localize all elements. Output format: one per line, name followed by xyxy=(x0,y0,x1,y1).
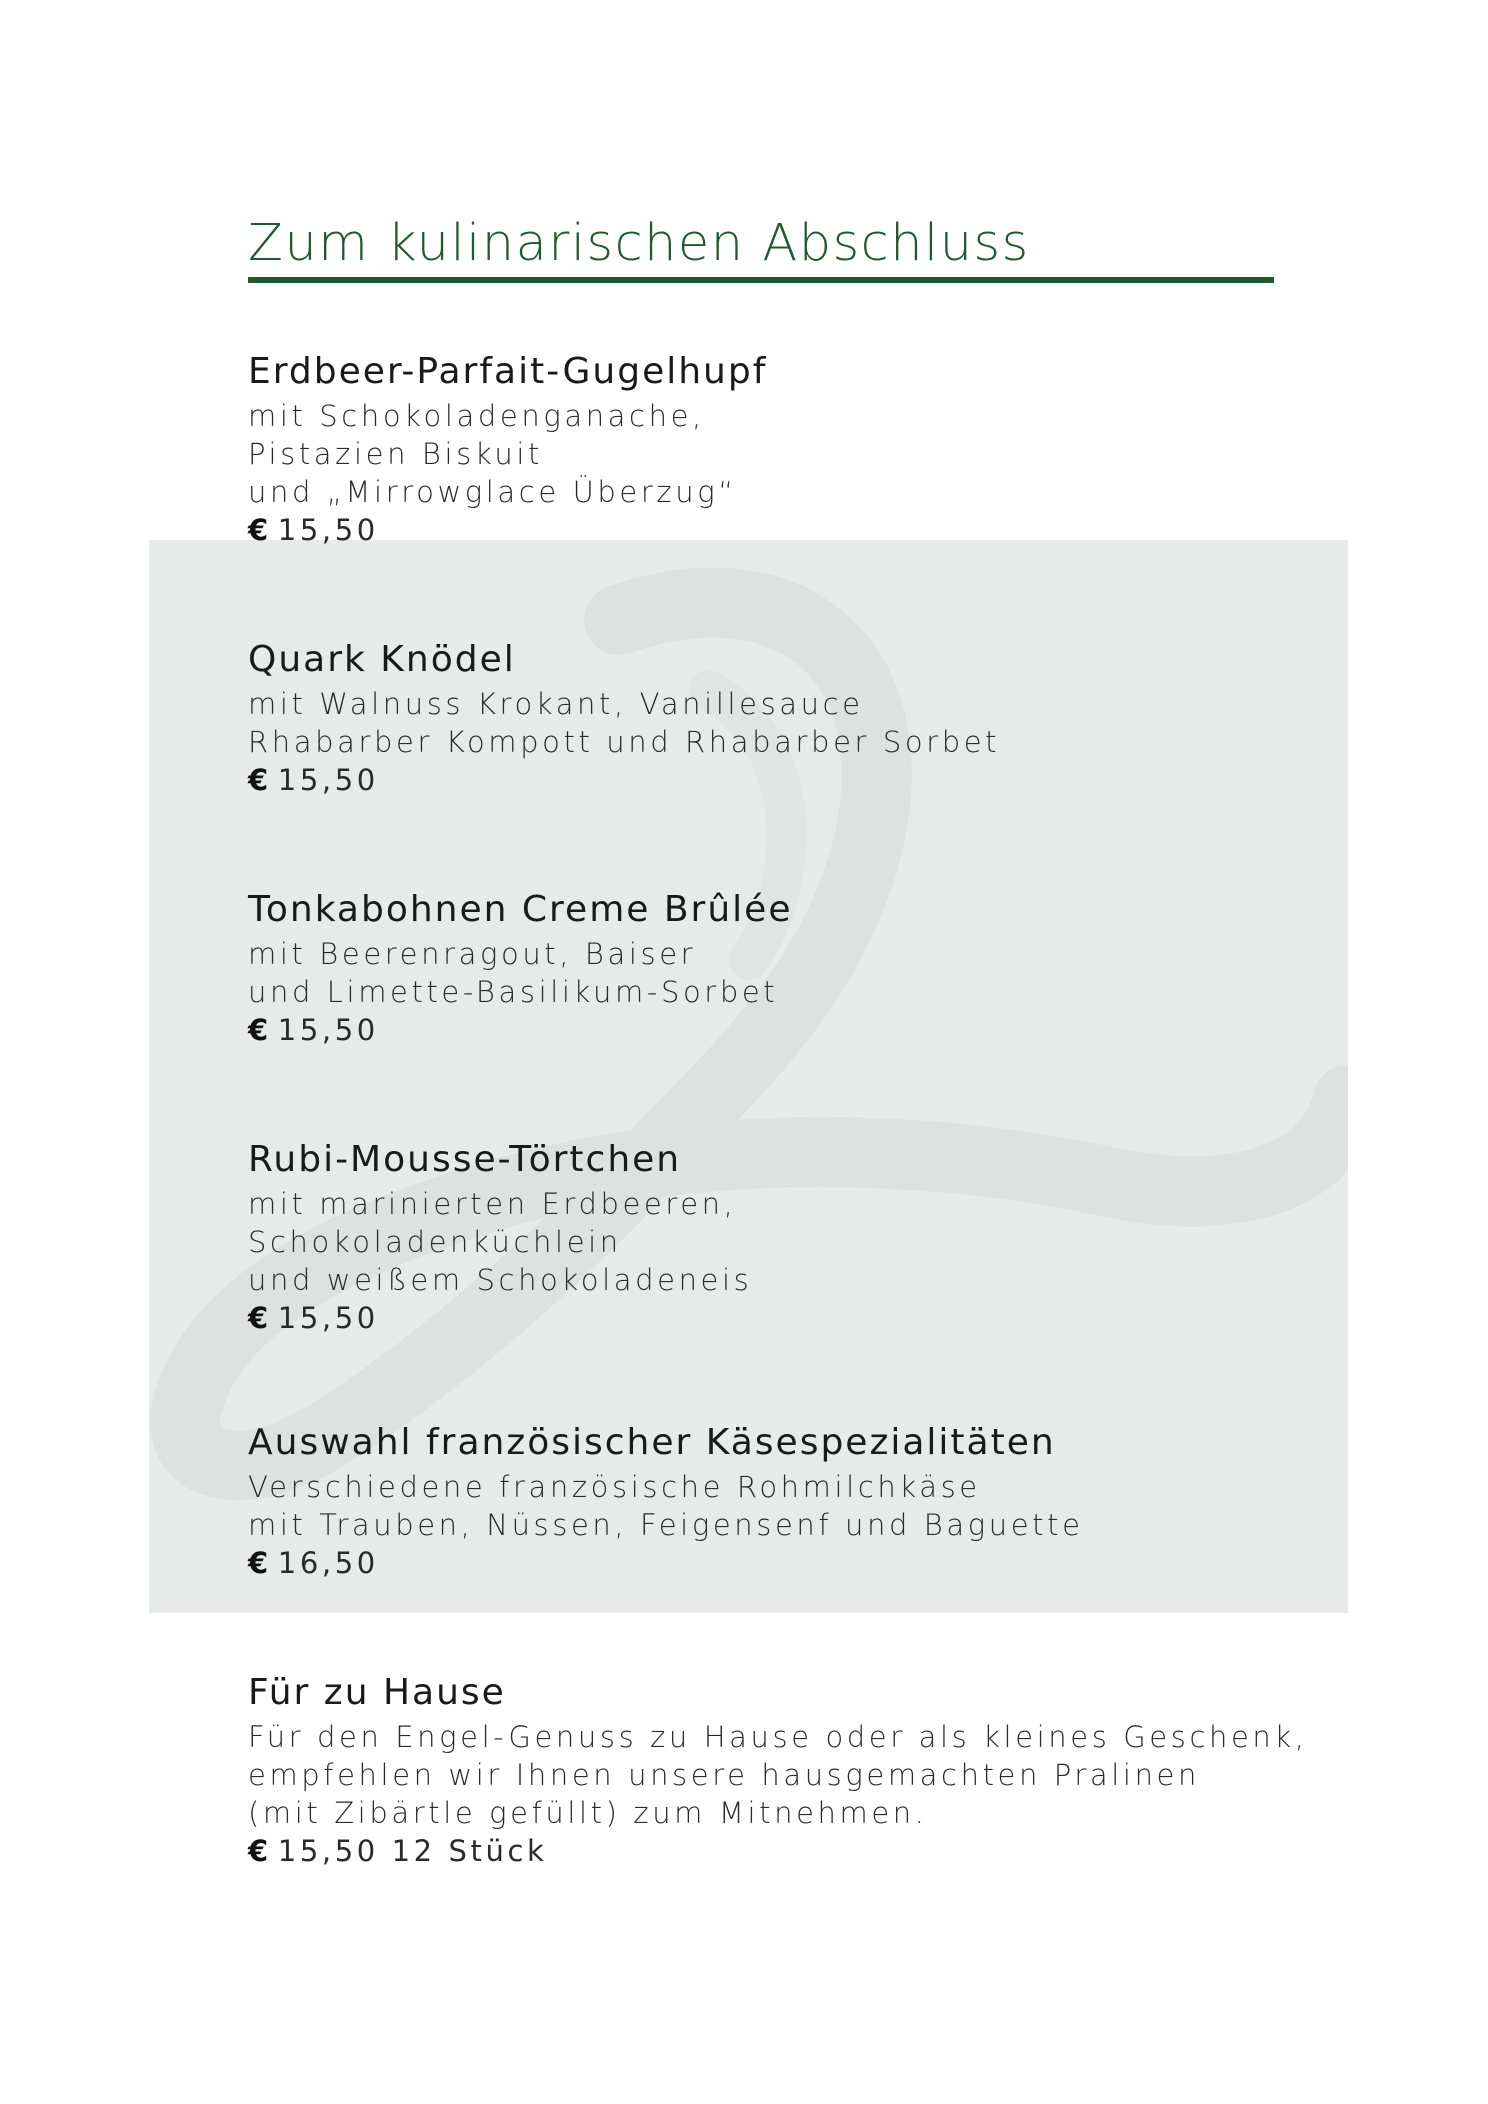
item-name: Tonkabohnen Creme Brûlée xyxy=(248,889,793,930)
item-description-line: (mit Zibärtle gefüllt) zum Mitnehmen. xyxy=(248,1796,928,1830)
item-name: Erdbeer-Parfait-Gugelhupf xyxy=(248,351,768,392)
item-name: Quark Knödel xyxy=(248,639,516,680)
page-title: Zum kulinarischen Abschluss xyxy=(248,214,1030,273)
menu-item xyxy=(248,1668,1308,1870)
item-description-line: Rhabarber Kompott und Rhabarber Sorbet xyxy=(248,725,1001,759)
item-description-line: und weißem Schokoladeneis xyxy=(248,1263,753,1297)
menu-item xyxy=(248,1418,1084,1582)
currency-symbol: € xyxy=(248,1546,272,1580)
item-description-line: und „Mirrowglace Überzug“ xyxy=(248,475,737,509)
item-description-line: mit Schokoladenganache, xyxy=(248,399,705,433)
item-name: Für zu Hause xyxy=(248,1672,506,1713)
item-description-line: empfehlen wir Ihnen unsere hausgemachten Pralinen xyxy=(248,1758,1200,1792)
item-description-line: mit marinierten Erdbeeren, xyxy=(248,1187,737,1221)
menu-item xyxy=(248,1135,752,1337)
currency-symbol: € xyxy=(248,763,272,797)
price-value: 15,50 xyxy=(277,513,379,547)
price-value: 16,50 xyxy=(277,1546,379,1580)
currency-symbol: € xyxy=(248,1301,272,1335)
item-description-line: mit Beerenragout, Baiser xyxy=(248,937,697,971)
price-value: 15,50 12 Stück xyxy=(277,1834,548,1868)
item-price xyxy=(248,1299,752,1337)
item-price xyxy=(248,1544,1084,1582)
item-price xyxy=(248,511,767,549)
item-description-line: Pistazien Biskuit xyxy=(248,437,543,471)
price-value: 15,50 xyxy=(277,763,379,797)
item-price xyxy=(248,1011,792,1049)
currency-symbol: € xyxy=(248,1834,272,1868)
item-description-line: Schokoladenküchlein xyxy=(248,1225,622,1259)
item-name: Auswahl französischer Käsespezialitäten xyxy=(248,1422,1056,1463)
price-value: 15,50 xyxy=(277,1301,379,1335)
menu-item xyxy=(248,885,792,1049)
item-description-line: Für den Engel-Genuss zu Hause oder als kleines Geschenk, xyxy=(248,1720,1308,1754)
item-description-line: Verschiedene französische Rohmilchkäse xyxy=(248,1470,981,1504)
item-price xyxy=(248,761,1000,799)
item-price xyxy=(248,1832,1308,1870)
item-description-line: und Limette-Basilikum-Sorbet xyxy=(248,975,779,1009)
item-description-line: mit Walnuss Krokant, Vanillesauce xyxy=(248,687,864,721)
item-name: Rubi-Mousse-Törtchen xyxy=(248,1139,682,1180)
menu-item xyxy=(248,635,1000,799)
currency-symbol: € xyxy=(248,513,272,547)
menu-item xyxy=(248,347,767,549)
title-underline xyxy=(248,277,1274,283)
price-value: 15,50 xyxy=(277,1013,379,1047)
item-description-line: mit Trauben, Nüssen, Feigensenf und Baguette xyxy=(248,1508,1084,1542)
currency-symbol: € xyxy=(248,1013,272,1047)
